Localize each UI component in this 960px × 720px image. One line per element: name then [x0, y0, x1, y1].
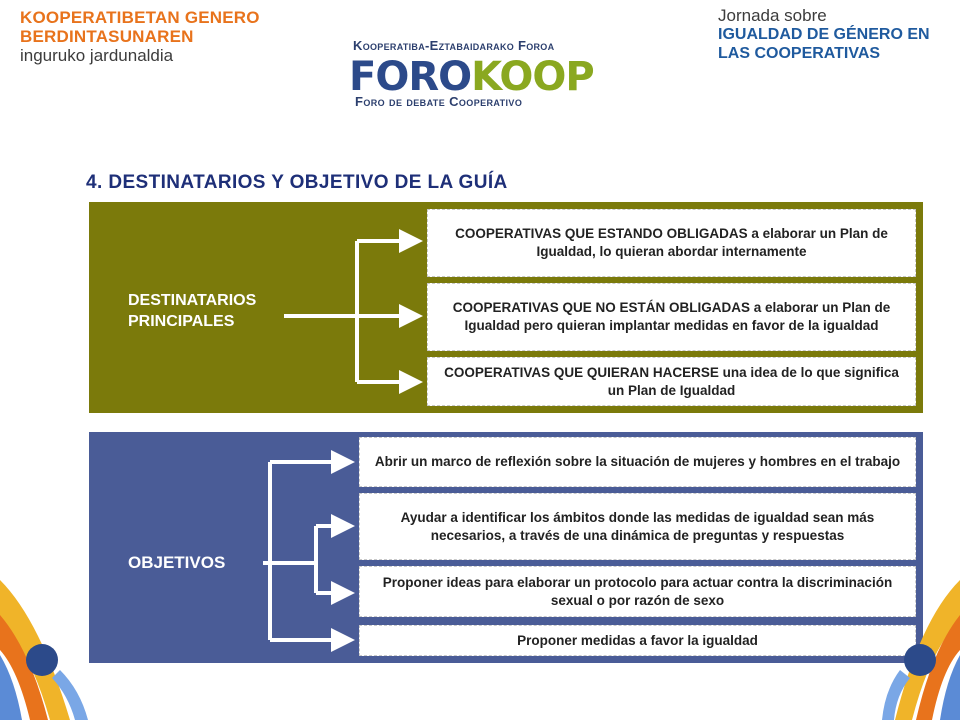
logo-bottom-text: Foro de debate Cooperativo [355, 94, 523, 109]
objetivo-item-1: Abrir un marco de reflexión sobre la situación de mujeres y hombres en el trabajo [359, 437, 916, 487]
header-right-line1: Jornada sobre [718, 6, 827, 25]
header-left-line3: inguruko jardunaldia [20, 46, 174, 65]
destinatarios-label-line2: PRINCIPALES [128, 313, 235, 330]
objetivo-item-4: Proponer medidas a favor la igualdad [359, 625, 916, 656]
decorative-swoosh-right [880, 560, 960, 720]
header-right-line2: IGUALDAD DE GÉNERO EN [718, 26, 930, 43]
decorative-swoosh-left [0, 560, 90, 720]
destinatario-item-3: COOPERATIVAS QUE QUIERAN HACERSE una idea de lo que significa un Plan de Igualdad [427, 357, 916, 406]
header-right-line3: LAS COOPERATIVAS [718, 45, 881, 62]
header-left-line1: KOOPERATIBETAN GENERO [20, 8, 260, 27]
section-title: 4. DESTINATARIOS Y OBJETIVO DE LA GUÍA [86, 172, 508, 193]
logo-wordmark-part1: FORO [349, 54, 472, 100]
destinatarios-connector [284, 241, 413, 382]
destinatarios-label-line1: DESTINATARIOS [128, 292, 257, 309]
objetivos-connector [263, 462, 345, 640]
header-left-line2: BERDINTASUNAREN [20, 27, 194, 46]
logo-wordmark-part2: KOOP [471, 54, 594, 100]
destinatario-item-2: COOPERATIVAS QUE NO ESTÁN OBLIGADAS a elaborar un Plan de Igualdad pero quieran implantar medidas en favor de la igualdad [427, 283, 916, 351]
destinatario-item-1: COOPERATIVAS QUE ESTANDO OBLIGADAS a elaborar un Plan de Igualdad, lo quieran abordar internamente [427, 209, 916, 277]
objetivos-label: OBJETIVOS [128, 553, 226, 572]
logo-top-text: Kooperatiba-Eztabaidarako Foroa [353, 38, 555, 53]
objetivo-item-3: Proponer ideas para elaborar un protocolo para actuar contra la discriminación sexual o por razón de sexo [359, 566, 916, 617]
objetivo-item-2: Ayudar a identificar los ámbitos donde las medidas de igualdad sean más necesarios, a través de una dinámica de preguntas y respuestas [359, 493, 916, 560]
